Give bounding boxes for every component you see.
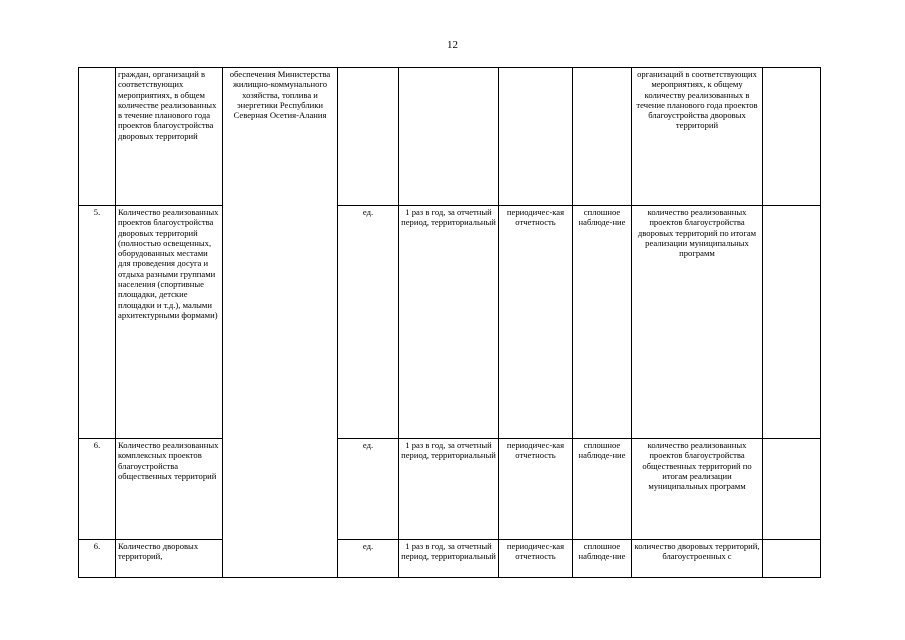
indicator-name: Количество реализованных комплексных проектов благоустройства общественных территорий (116, 439, 223, 540)
frequency (399, 68, 499, 206)
report-type: периодичес-кая отчетность (499, 439, 573, 540)
table-row (79, 68, 821, 206)
table-row (79, 206, 821, 439)
observation-method: сплошное наблюде-ние (573, 206, 632, 439)
calculation-algorithm: количество реализованных проектов благоустройства дворовых территорий по итогам реализации муниципальных программ (632, 206, 763, 439)
calculation-algorithm: количество дворовых территорий, благоустроенных с (632, 540, 763, 578)
indicator-name: Количество реализованных проектов благоустройства дворовых территорий (полностью освещенных, оборудованных местами для проведения досуга и отдыха разными группами населения (спортивные площадки, детские площадки и т.д.), малыми архитектурными формами) (116, 206, 223, 439)
report-type: периодичес-кая отчетность (499, 540, 573, 578)
calculation-algorithm: количество реализованных проектов благоустройства общественных территорий по итогам реализации муниципальных программ (632, 439, 763, 540)
note (763, 206, 821, 439)
unit: ед. (338, 439, 399, 540)
unit: ед. (338, 540, 399, 578)
indicator-name: Количество дворовых территорий, (116, 540, 223, 578)
responsible-authority: обеспечения Министерства жилищно-коммунального хозяйства, топлива и энергетики Республики Северная Осетия-Алания (223, 68, 338, 578)
page-number: 12 (447, 39, 458, 51)
indicators-table (78, 67, 821, 578)
frequency: 1 раз в год, за отчетный период, территориальный (399, 439, 499, 540)
note (763, 439, 821, 540)
report-type: периодичес-кая отчетность (499, 206, 573, 439)
row-number: 5. (79, 206, 116, 439)
observation-method: сплошное наблюде-ние (573, 540, 632, 578)
table-row (79, 540, 821, 578)
note (763, 68, 821, 206)
table-row (79, 439, 821, 540)
frequency: 1 раз в год, за отчетный период, территориальный (399, 206, 499, 439)
row-number: 6. (79, 540, 116, 578)
unit (338, 68, 399, 206)
calculation-algorithm: организаций в соответствующих мероприятиях, к общему количеству реализованных в течение планового года проектов благоустройства дворовых территорий (632, 68, 763, 206)
observation-method: сплошное наблюде-ние (573, 439, 632, 540)
unit: ед. (338, 206, 399, 439)
frequency: 1 раз в год, за отчетный период, территориальный (399, 540, 499, 578)
row-number (79, 68, 116, 206)
note (763, 540, 821, 578)
row-number: 6. (79, 439, 116, 540)
report-type (499, 68, 573, 206)
indicator-name: граждан, организаций в соответствующих мероприятиях, в общем количестве реализованных в течение планового года проектов благоустройства дворовых территорий (116, 68, 223, 206)
observation-method (573, 68, 632, 206)
